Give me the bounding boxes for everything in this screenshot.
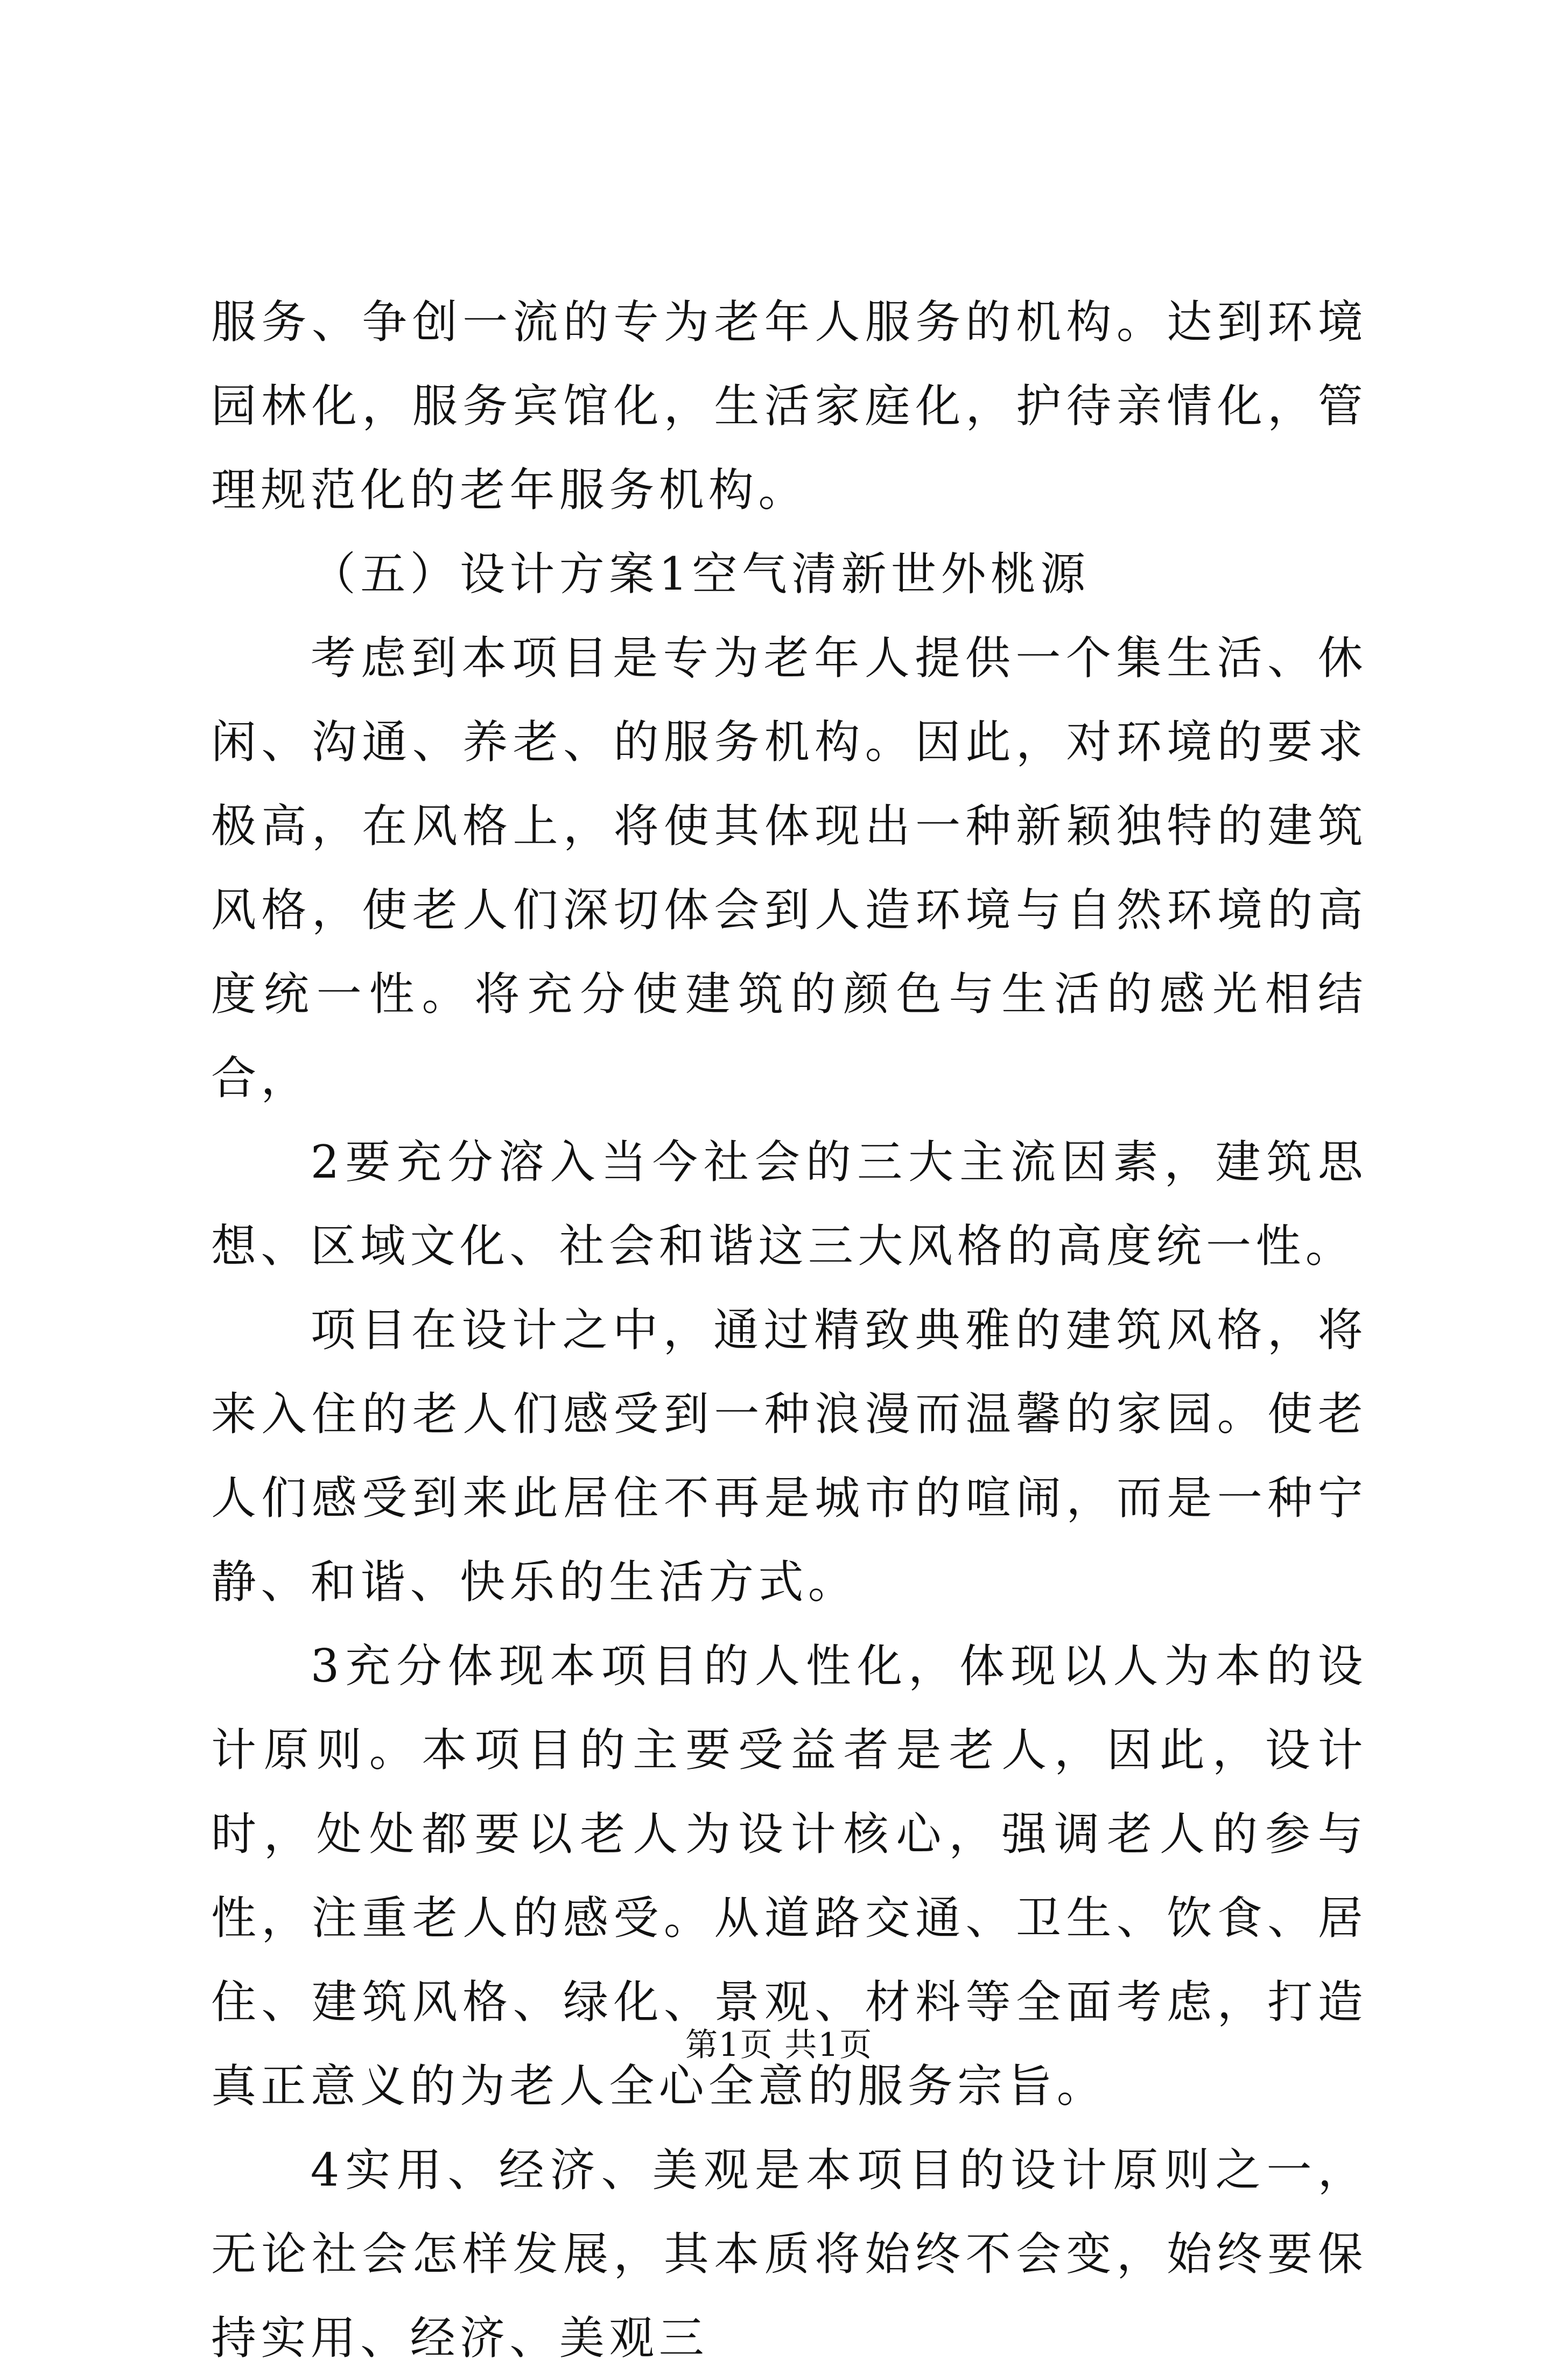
paragraph-point-4: 4实用、经济、美观是本项目的设计原则之一，无论社会怎样发展，其本质将始终不会变，始终要保持实用、经济、美观三 — [211, 2144, 1367, 2364]
section-heading: （五）设计方案1空气清新世外桃源 — [310, 548, 1090, 600]
paragraph-point-2: 2要充分溶入当今社会的三大主流因素，建筑思想、区域文化、社会和谐这三大风格的高度统一性。 — [211, 1136, 1367, 1272]
paragraph-continuation: 服务、争创一流的专为老年人服务的机构。达到环境园林化，服务宾馆化，生活家庭化，护待亲情化，管理规范化的老年服务机构。 — [211, 296, 1367, 516]
page-footer: 第1页 共1页 — [685, 2026, 873, 2064]
paragraph-design-style: 项目在设计之中，通过精致典雅的建筑风格，将来入住的老人们感受到一种浪漫而温馨的家园。使老人们感受到来此居住不再是城市的喧闹，而是一种宁静、和谐、快乐的生活方式。 — [211, 1304, 1367, 1608]
paragraph-design-intro: 考虑到本项目是专为老年人提供一个集生活、休闲、沟通、养老、的服务机构。因此，对环境的要求极高，在风格上，将使其体现出一种新颖独特的建筑风格，使老人们深切体会到人造环境与自然环境的高度统一性。将充分使建筑的颜色与生活的感光相结合， — [211, 632, 1367, 1104]
paragraph-point-3: 3充分体现本项目的人性化，体现以人为本的设计原则。本项目的主要受益者是老人，因此，设计时，处处都要以老人为设计核心，强调老人的参与性，注重老人的感受。从道路交通、卫生、饮食、居住、建筑风格、绿化、景观、材料等全面考虑，打造真正意义的为老人全心全意的服务宗旨。 — [211, 1640, 1367, 2112]
